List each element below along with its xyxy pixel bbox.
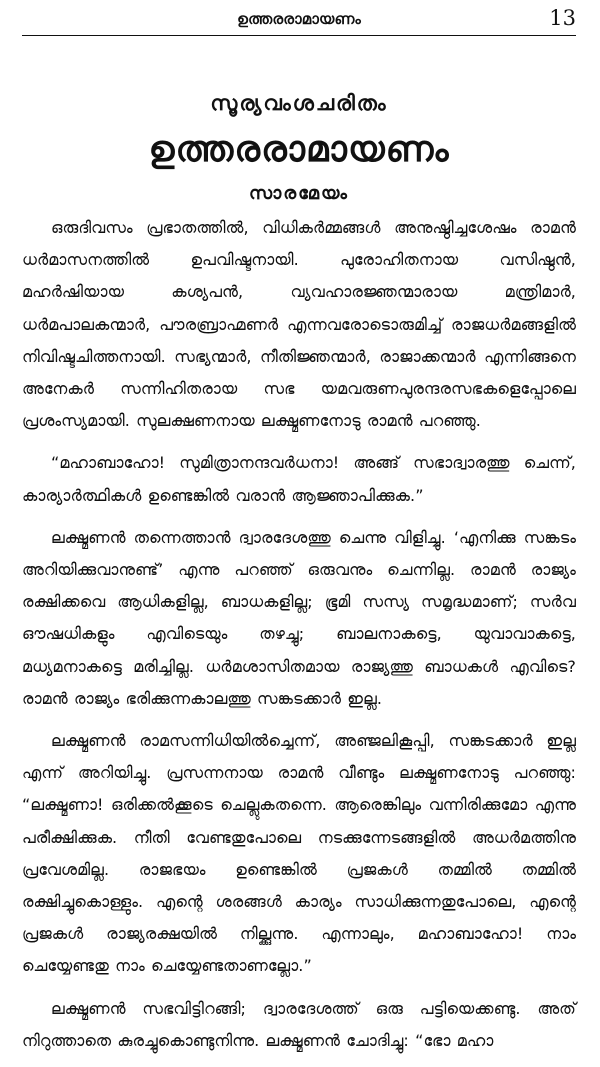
chapter-subtitle: സൂര്യവംശചരിതം <box>210 91 388 115</box>
chapter-title: ഉത്തരരാമായണം <box>148 129 450 170</box>
page-number: 13 <box>549 6 576 30</box>
section-heading: സാരമേയം <box>249 183 349 204</box>
chapter-title-block <box>22 88 576 208</box>
body-text <box>22 212 576 1057</box>
paragraph: ലക്ഷ്മണൻ തന്നെത്താൻ ദ്വാരദേശത്തു ചെന്നു വിളിച്ചു. ‘എനിക്കു സങ്കടം അറിയിക്കുവാനുണ്ട്’ എന്നു പറഞ്ഞ് ഒരുവനും ചെന്നില്ല. രാമൻ രാജ്യം രക്ഷിക്കവെ ആധികളില്ല, ബാധകളില്ല; ഭൂമി സസ്യ സമൃദ്ധമാണ്; സർവ ഔഷധികളും എവിടെയും തഴച്ചു; ബാലനാകട്ടെ, യുവാവാകട്ടെ, മധ്യമനാകട്ടെ മരിച്ചില്ല. ധർമശാസിതമായ രാജ്യത്തു ബാധകൾ എവിടെ? രാമൻ രാജ്യം ഭരിക്കുന്നകാലത്തു സങ്കടക്കാർ ഇല്ല. <box>22 527 576 708</box>
paragraph: “മഹാബാഹോ! സുമിത്രാനന്ദവർധനാ! അങ്ങ് സഭാദ്വാരത്തു ചെന്ന്, കാര്യാർത്ഥികൾ ഉണ്ടെങ്കിൽ വരാൻ ആജ്ഞാപിക്കുക.” <box>22 453 576 505</box>
paragraph: ഒരുദിവസം പ്രഭാതത്തിൽ, വിധികർമ്മങ്ങൾ അനുഷ്ഠിച്ചശേഷം രാമൻ ധർമാസനത്തിൽ ഉപവിഷ്ടനായി. പുരോഹിതനായ വസിഷ്ഠൻ, മഹർഷിയായ കശ്യപൻ, വ്യവഹാരജ്ഞന്മാരായ മന്ത്രിമാർ, ധർമപാലകന്മാർ, പൗരബ്രാഹ്മണർ എന്നവരോടൊരുമിച്ച് രാജധർമങ്ങളിൽ നിവിഷ്ടചിത്തനായി. സഭ്യന്മാർ, നീതിജ്ഞന്മാർ, രാജാക്കന്മാർ എന്നിങ്ങനെ അനേകർ സന്നിഹിതരായ സഭ യമവരുണപുരന്ദരസഭകളെപ്പോലെ പ്രശംസ്യമായി. സുലക്ഷണനായ ലക്ഷ്മണനോടു രാമൻ പറഞ്ഞു. <box>22 218 576 431</box>
paragraph: ലക്ഷ്മണൻ സഭവിട്ടിറങ്ങി; ദ്വാരദേശത്ത് ഒരു പട്ടിയെക്കണ്ടു. അത് നിറുത്താതെ കുരച്ചുകൊണ്ടുനിന്നു. ലക്ഷ്മണൻ ചോദിച്ചു: “ഭോ മഹാ <box>22 998 576 1050</box>
running-header-title: ഉത്തരരാമായണം <box>237 10 361 28</box>
header-divider <box>22 35 576 36</box>
page-content <box>22 88 576 1067</box>
running-header <box>22 4 576 32</box>
paragraph: ലക്ഷ്മണൻ രാമസന്നിധിയിൽച്ചെന്ന്, അഞ്ജലികൂപ്പി, സങ്കടക്കാർ ഇല്ല എന്ന് അറിയിച്ചു. പ്രസന്നനായ രാമൻ വീണ്ടും ലക്ഷ്മണനോടു പറഞ്ഞു: “ലക്ഷ്മണാ! ഒരിക്കൽക്കൂടെ ചെല്ലുകതന്നെ. ആരെങ്കിലും വന്നിരിക്കുമോ എന്നു പരീക്ഷിക്കുക. നീതി വേണ്ടതുപോലെ നടക്കുന്നേടങ്ങളിൽ അധർമത്തിനു പ്രവേശമില്ല. രാജഭയം ഉണ്ടെങ്കിൽ പ്രജകൾ തമ്മിൽ തമ്മിൽ രക്ഷിച്ചുകൊള്ളും. എന്റെ ശരങ്ങൾ കാര്യം സാധിക്കുന്നതുപോലെ, എന്റെ പ്രജകൾ രാജ്യരക്ഷയിൽ നില്ക്കുന്നു. എന്നാലും, മഹാബാഹോ! നാം ചെയ്യേണ്ടതു നാം ചെയ്യേണ്ടതാണല്ലോ.” <box>22 731 576 976</box>
